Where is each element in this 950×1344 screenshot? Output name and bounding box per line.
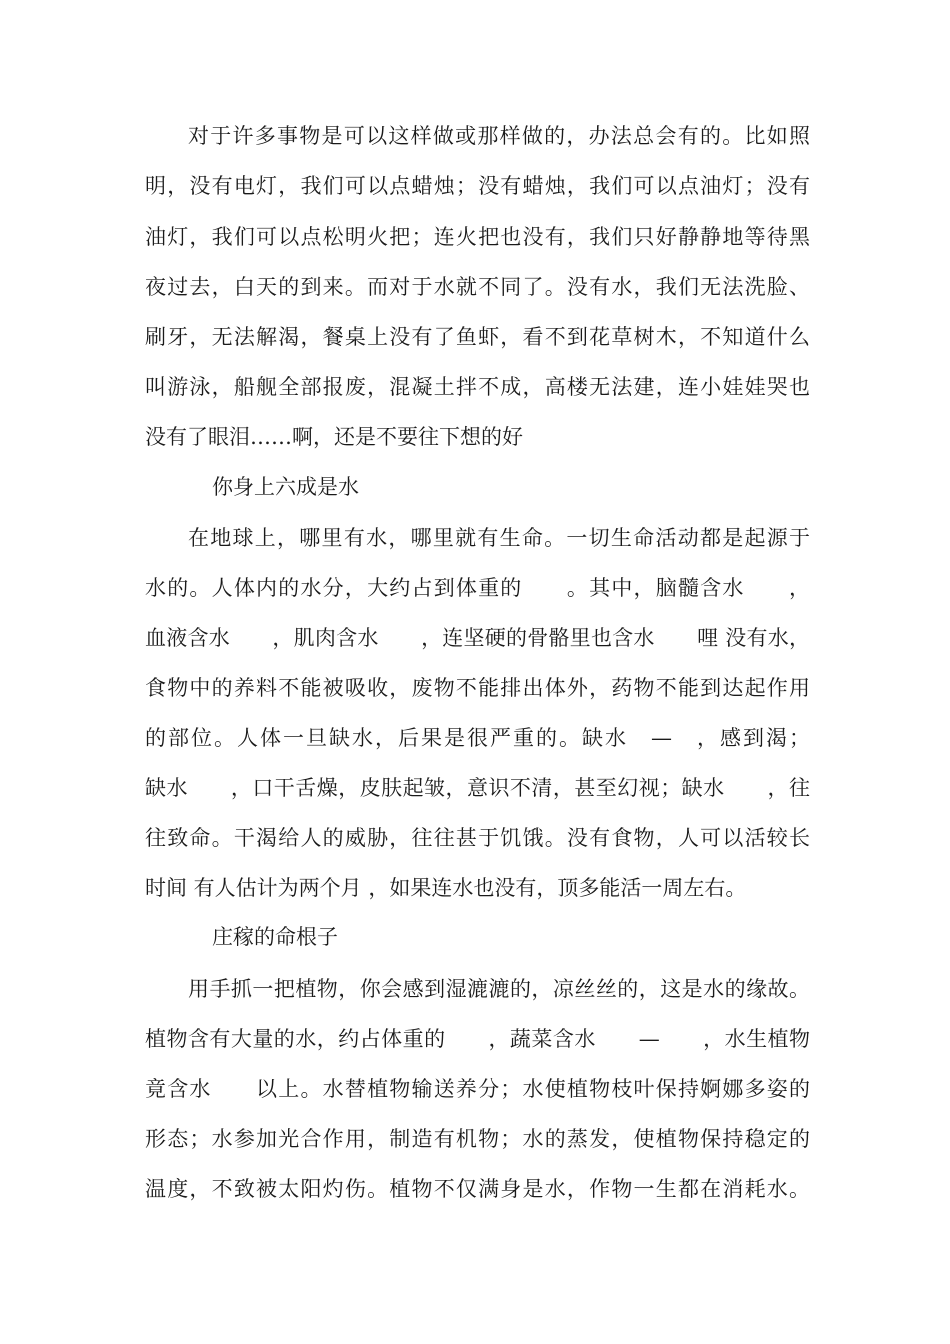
paragraph-1-line-2: 明，没有电灯，我们可以点蜡烛；没有蜡烛，我们可以点油灯；没有 — [145, 174, 810, 198]
paragraph-1-line-1: 对于许多事物是可以这样做或那样做的，办法总会有的。比如照 — [188, 124, 810, 148]
paragraph-2-line-2: 水的。人体内的水分，大约占到体重的 。其中，脑髓含水 ， — [145, 576, 810, 600]
paragraph-1-line-5: 刷牙，无法解渴，餐桌上没有了鱼虾，看不到花草树木，不知道什么 — [145, 325, 810, 349]
paragraph-2-line-8: 时间 有人估计为两个月 ，如果连水也没有，顶多能活一周左右。 — [145, 876, 747, 900]
paragraph-3-line-3: 竟含水 以上。水替植物输送养分；水使植物枝叶保持婀娜多姿的 — [145, 1077, 810, 1101]
paragraph-3-line-2: 植物含有大量的水，约占体重的 ，蔬菜含水 — ，水生植物 — [145, 1027, 810, 1051]
paragraph-3-line-1: 用手抓一把植物，你会感到湿漉漉的，凉丝丝的，这是水的缘故。 — [188, 977, 810, 1001]
paragraph-3-line-4: 形态；水参加光合作用，制造有机物；水的蒸发，使植物保持稳定的 — [145, 1127, 810, 1151]
paragraph-2-line-1: 在地球上，哪里有水，哪里就有生命。一切生命活动都是起源于 — [188, 526, 810, 550]
paragraph-2-line-7: 往致命。干渴给人的威胁，往往甚于饥饿。没有食物，人可以活较长 — [145, 826, 810, 850]
paragraph-2-line-4: 食物中的养料不能被吸收，废物不能排出体外，药物不能到达起作用 — [145, 676, 810, 700]
paragraph-1-line-6: 叫游泳，船舰全部报废，混凝土拌不成，高楼无法建，连小娃娃哭也 — [145, 375, 810, 399]
paragraph-2-line-6: 缺水 ，口干舌燥，皮肤起皱，意识不清，甚至幻视；缺水 ，往 — [145, 776, 810, 800]
paragraph-1-line-7: 没有了眼泪……啊，还是不要往下想的好 — [145, 425, 523, 449]
section-heading-body-water: 你身上六成是水 — [212, 475, 359, 499]
paragraph-2-line-5: 的部位。人体一旦缺水，后果是很严重的。缺水 — ，感到渴； — [145, 726, 810, 750]
paragraph-3-line-5: 温度，不致被太阳灼伤。植物不仅满身是水，作物一生都在消耗水。 — [145, 1177, 810, 1201]
paragraph-1-line-4: 夜过去，白天的到来。而对于水就不同了。没有水，我们无法洗脸、 — [145, 275, 810, 299]
section-heading-crops: 庄稼的命根子 — [212, 925, 338, 949]
paragraph-2-line-3: 血液含水 ，肌肉含水 ，连坚硬的骨骼里也含水 哩 没有水， — [145, 626, 810, 650]
paragraph-1-line-3: 油灯，我们可以点松明火把；连火把也没有，我们只好静静地等待黑 — [145, 225, 810, 249]
